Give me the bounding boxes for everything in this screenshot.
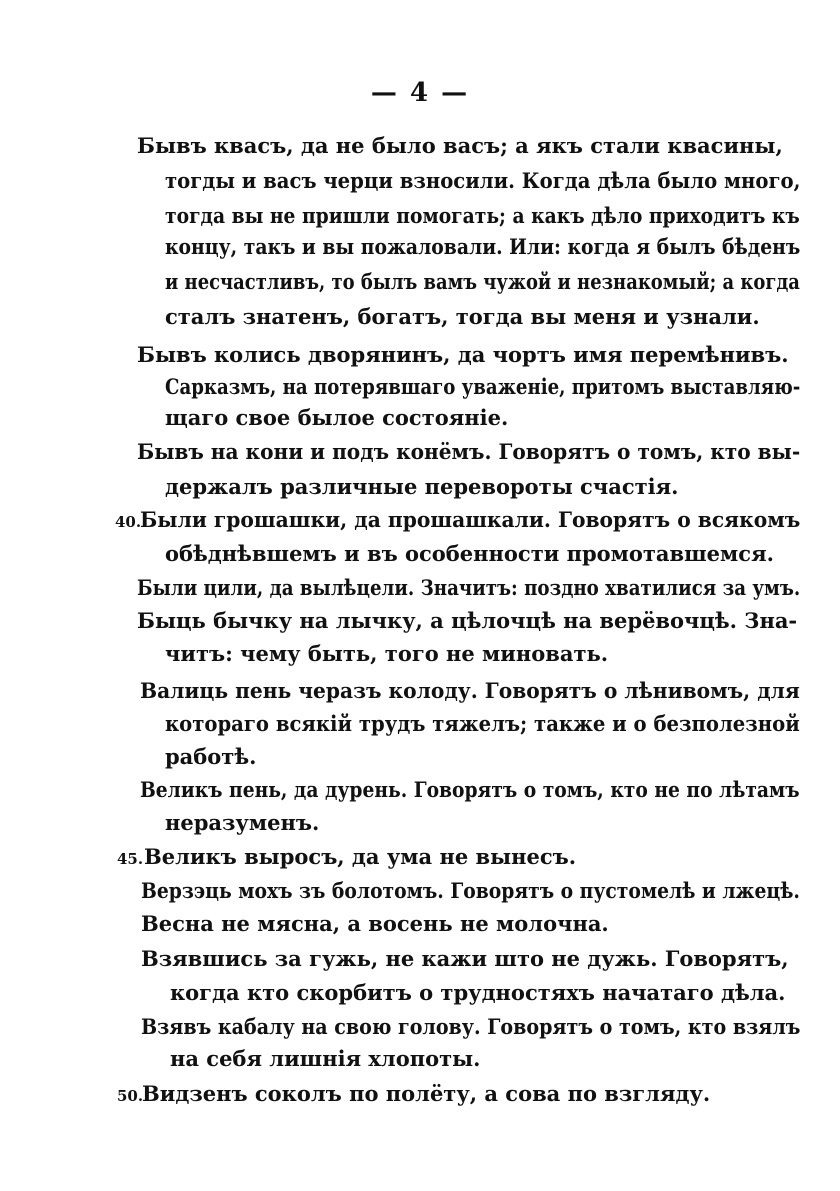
proverb-line: тогда вы не пришли помогать; а какъ дѣло приходитъ къ bbox=[165, 203, 800, 228]
proverb-line: Бывъ колись дворянинъ, да чортъ имя перемѣнивъ. bbox=[137, 342, 789, 367]
proverb-line: концу, такъ и вы пожаловали. Или: когда я былъ бѣденъ bbox=[165, 234, 801, 259]
proverb-line: неразуменъ. bbox=[165, 810, 320, 835]
proverb-line: и несчастливъ, то былъ вамъ чужой и незнакомый; а когда bbox=[165, 269, 800, 294]
proverb-line: когда кто скорбитъ о трудностяхъ начатаго дѣла. bbox=[170, 980, 786, 1005]
proverb-line: работѣ. bbox=[165, 744, 257, 769]
proverb-line: Бывъ на кони и подъ конёмъ. Говорятъ о томъ, кто вы- bbox=[137, 439, 801, 464]
proverb-line: тогды и васъ черци взносили. Когда дѣла было много, bbox=[165, 168, 801, 193]
proverb-line: читъ: чему быть, того не миновать. bbox=[165, 641, 609, 666]
proverb-line: Весна не мясна, а восень не молочна. bbox=[141, 911, 609, 936]
proverb-line: Сарказмъ, на потерявшаго уваженіе, притомъ выставляю- bbox=[165, 374, 801, 399]
proverb-line: Были грошашки, да прошашкали. Говорятъ о всякомъ bbox=[140, 507, 801, 532]
proverb-line: держалъ различные перевороты счастія. bbox=[165, 474, 679, 499]
proverb-line: Видзенъ соколъ по полёту, а сова по взгляду. bbox=[142, 1081, 711, 1106]
proverb-line: Верзэць мохъ зъ болотомъ. Говорятъ о пустомелѣ и лжецѣ. bbox=[141, 878, 800, 903]
page-number: — 4 — bbox=[370, 78, 470, 108]
proverb-number: 40. bbox=[115, 513, 142, 531]
proverb-line: Бывъ квасъ, да не было васъ; а якъ стали квасины, bbox=[137, 133, 783, 158]
proverb-line: сталъ знатенъ, богатъ, тогда вы меня и узнали. bbox=[165, 304, 760, 329]
proverb-line: обѣднѣвшемъ и въ особенности промотавшемся. bbox=[165, 541, 774, 566]
proverb-line: Валиць пень черазъ колоду. Говорятъ о лѣнивомъ, для bbox=[140, 678, 800, 703]
proverb-line: Взявшись за гужь, не кажи што не дужь. Говорятъ, bbox=[141, 946, 789, 971]
proverb-number: 50. bbox=[117, 1087, 144, 1105]
proverb-line: щаго свое былое состояніе. bbox=[165, 405, 509, 430]
proverb-line: Были цили, да вылѣцели. Значитъ: поздно хватилися за умъ. bbox=[137, 575, 801, 600]
proverb-number: 45. bbox=[117, 850, 144, 868]
proverb-line: Быць бычку на лычку, а цѣлочцѣ на верёвочцѣ. Зна- bbox=[137, 608, 798, 633]
proverb-line: котораго всякій трудъ тяжелъ; также и о безполезной bbox=[165, 711, 800, 736]
proverb-line: на себя лишнія хлопоты. bbox=[170, 1046, 481, 1071]
proverb-line: Взявъ кабалу на свою голову. Говорятъ о томъ, кто взялъ bbox=[141, 1014, 801, 1039]
proverb-line: Великъ выросъ, да ума не вынесъ. bbox=[144, 844, 577, 869]
proverb-line: Великъ пень, да дурень. Говорятъ о томъ, кто не по лѣтамъ bbox=[140, 777, 800, 802]
